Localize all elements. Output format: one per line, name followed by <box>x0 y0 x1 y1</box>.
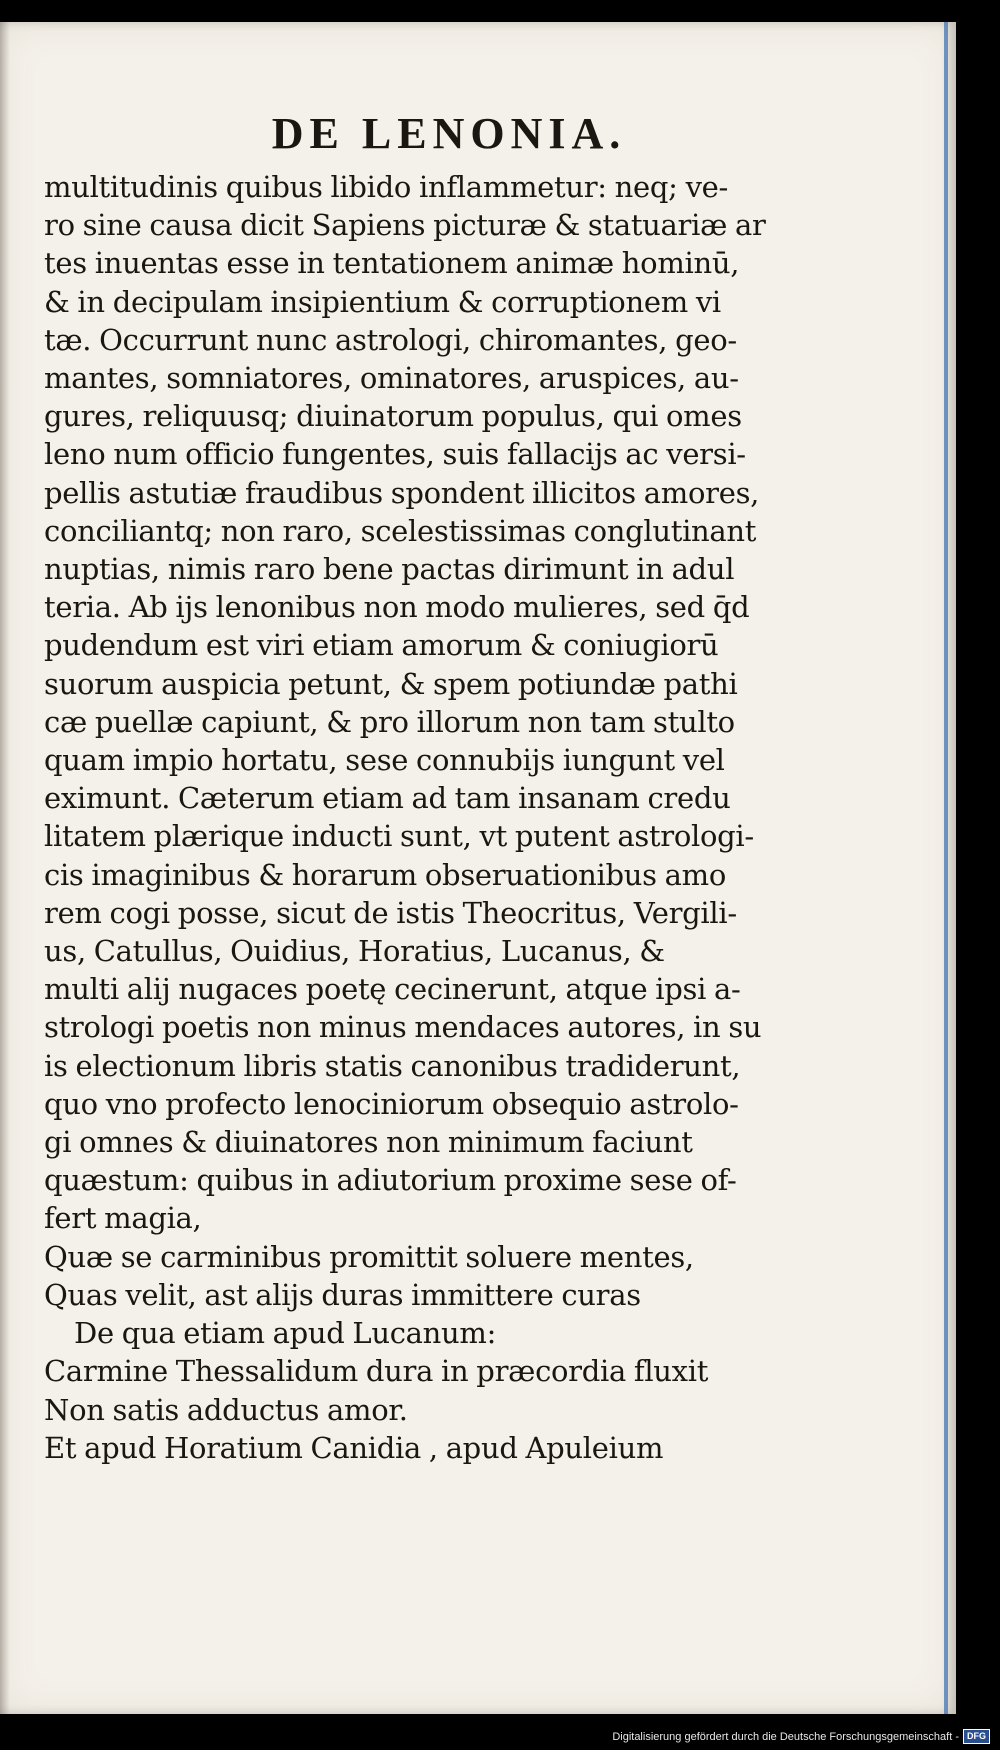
text-line: cæ puellæ capiunt, & pro illorum non tam stulto <box>44 704 735 739</box>
running-head: DE LENONIA. <box>271 109 627 158</box>
text-line: is electionum libris statis canonibus tradiderunt, <box>44 1048 741 1083</box>
text-line: & in decipulam insipientium & corruptionem vi <box>44 284 721 319</box>
text-line: tes inuentas esse in tentationem animæ hominū, <box>44 246 740 281</box>
text-block <box>44 106 824 1467</box>
text-line: pudendum est viri etiam amorum & coniugiorū <box>44 628 719 663</box>
text-line: ro sine causa dicit Sapiens picturæ & statuariæ ar <box>44 208 766 243</box>
text-line: Carmine Thessalidum dura in præcordia fluxit <box>44 1354 709 1389</box>
text-line: multi alij nugaces poetę cecinerunt, atque ipsi a- <box>44 972 741 1007</box>
text-line: quam impio hortatu, sese connubijs iungunt vel <box>44 743 725 778</box>
text-line: gi omnes & diuinatores non minimum faciunt <box>44 1125 693 1160</box>
text-line: quo vno profecto lenociniorum obsequio astrolo- <box>44 1086 739 1121</box>
text-line: strologi poetis non minus mendaces autores, in su <box>44 1010 762 1045</box>
page-edge-strip <box>944 22 948 1714</box>
text-line: teria. Ab ijs lenonibus non modo mulieres, sed q̄d <box>44 590 750 625</box>
text-line: suorum auspicia petunt, & spem potiundæ pathi <box>44 666 738 701</box>
text-line: tæ. Occurrunt nunc astrologi, chiromantes, geo- <box>44 322 737 357</box>
text-line: Non satis adductus amor. <box>44 1392 408 1427</box>
text-line: nuptias, nimis raro bene pactas dirimunt in adul <box>44 552 735 587</box>
digitization-footer <box>612 1729 990 1744</box>
text-line: fert magia, <box>44 1201 202 1236</box>
text-line: eximunt. Cæterum etiam ad tam insanam credu <box>44 781 731 816</box>
text-line: Quas velit, ast alijs duras immittere curas <box>44 1277 641 1312</box>
text-line: litatem plærique inducti sunt, vt putent astrologi- <box>44 819 754 854</box>
book-page <box>0 22 956 1714</box>
gutter-shadow <box>0 22 10 1714</box>
text-line: rem cogi posse, sicut de istis Theocritus, Vergili- <box>44 895 737 930</box>
body-text <box>44 168 824 1467</box>
text-line: Et apud Horatium Canidia , apud Apuleium <box>44 1430 664 1465</box>
footer-text: Digitalisierung gefördert durch die Deutsche Forschungsgemeinschaft - <box>612 1730 959 1743</box>
dfg-logo: DFG <box>963 1729 990 1744</box>
text-line: quæstum: quibus in adiutorium proxime sese of- <box>44 1163 737 1198</box>
text-line: mantes, somniatores, ominatores, aruspices, au- <box>44 361 739 396</box>
text-line: gures, reliquusq; diuinatorum populus, qui omes <box>44 399 742 434</box>
text-line: pellis astutiæ fraudibus spondent illicitos amores, <box>44 475 760 510</box>
text-line: multitudinis quibus libido inflammetur: neq; ve- <box>44 170 729 204</box>
text-line: conciliantq; non raro, scelestissimas conglutinant <box>44 513 757 548</box>
text-line: cis imaginibus & horarum obseruationibus amo <box>44 857 727 892</box>
text-line: us, Catullus, Ouidius, Horatius, Lucanus, & <box>44 934 665 969</box>
text-line: leno num officio fungentes, suis fallacijs ac versi- <box>44 437 746 472</box>
text-line: De qua etiam apud Lucanum: <box>74 1316 497 1351</box>
text-line: Quæ se carminibus promittit soluere mentes, <box>44 1239 694 1274</box>
